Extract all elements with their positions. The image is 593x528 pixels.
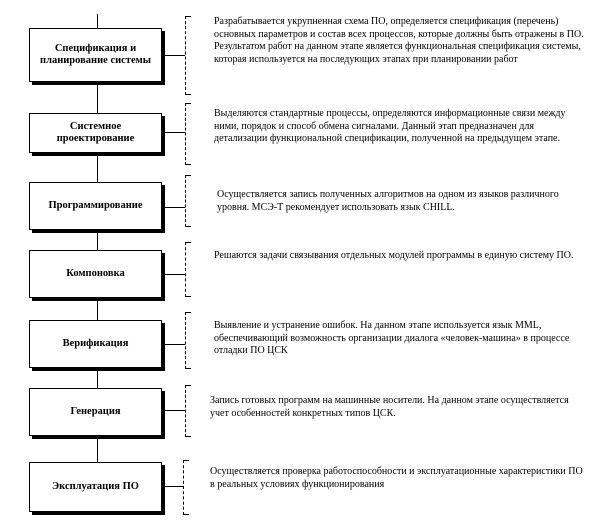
stage-box-linking <box>29 250 162 298</box>
connector-verification <box>165 344 185 345</box>
bracket-system-design <box>185 103 186 165</box>
stage-label-specification: Спецификация и планирование системы <box>40 43 151 66</box>
bracket-verification <box>185 312 186 369</box>
stage-box-specification <box>29 28 162 82</box>
stage-label-linking: Компоновка <box>66 268 125 279</box>
stage-label-programming: Программирование <box>48 200 143 211</box>
description-linking: Решаются задачи связывания отдельных модулей программы в единую систему ПО. <box>214 250 574 261</box>
connector-linking <box>165 274 185 275</box>
stage-box-verification <box>29 320 162 368</box>
stage-box-operation <box>29 462 162 512</box>
connector-generation <box>165 410 185 411</box>
description-generation: Запись готовых программ на машинные носители. На данном этапе осуществляется учет особенностей конкретных типов ЦСК. <box>210 395 569 419</box>
stage-label-verification: Верификация <box>62 338 129 349</box>
stage-label-operation: Эксплуатация ПО <box>52 481 139 492</box>
connector-system-design <box>165 132 185 133</box>
bracket-operation <box>183 460 184 515</box>
description-operation: Осуществляется проверка работоспособности и эксплуатационные характеристики ПО в реальных условиях функционирования <box>210 466 583 490</box>
description-system-design: Выделяются стандартные процессы, определяются информационные связи между ними, порядок и способ обмена сигналами. Данный этап предназначен для детализации функциональной спецификации, полученной на предыдущем этапе. <box>214 108 566 144</box>
connector-programming <box>165 207 185 208</box>
stage-box-system-design <box>29 113 162 153</box>
stage-label-system-design: Системное проектирование <box>56 121 135 144</box>
description-programming: Осуществляется запись полученных алгоритмов на одном из языков различного уровня. МСЭ-Т рекомендует использовать язык CHILL. <box>217 189 559 213</box>
description-specification: Разрабатывается укрупненная схема ПО, определяется спецификация (перечень) основных параметров и состав всех процессов, которые должны быть отражены в ПО. Результатом работ на данном этапе является функциональная спецификация системы, которая используется на последующих этапах при планировании работ <box>214 16 584 65</box>
bracket-generation <box>185 385 186 437</box>
bracket-linking <box>185 242 186 297</box>
bracket-specification <box>185 16 186 95</box>
bracket-programming <box>185 175 186 227</box>
stage-label-generation: Генерация <box>70 406 121 417</box>
connector-specification <box>165 55 185 56</box>
stage-box-generation <box>29 388 162 436</box>
stage-box-programming <box>29 182 162 230</box>
description-verification: Выявление и устранение ошибок. На данном этапе используется язык MML, обеспечивающий возможность организации диалога «человек-машина» в процессе отладки ПО ЦСК <box>214 320 570 356</box>
connector-operation <box>165 486 183 487</box>
